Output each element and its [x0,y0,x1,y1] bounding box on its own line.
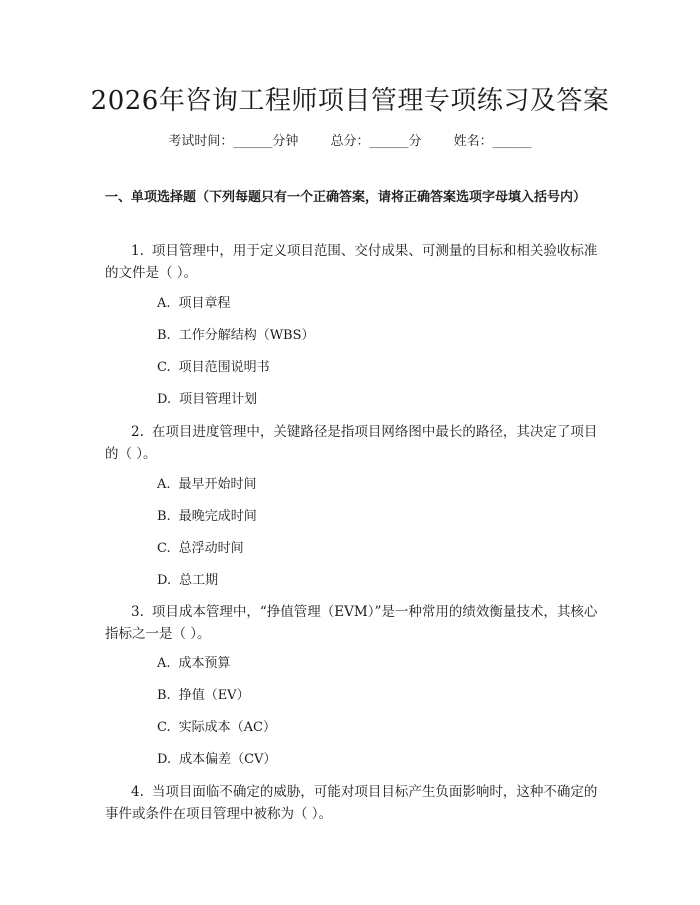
option-text: 最晚完成时间 [178,509,257,524]
option-letter: A. [157,656,171,671]
option-text: 实际成本（AC） [178,720,276,735]
question-number: 4. [131,784,144,800]
option-letter: A. [157,477,171,492]
option-item [157,686,250,706]
option-letter: B. [157,328,171,343]
option-item [157,475,257,495]
question-text: 当项目面临不确定的威胁，可能对项目目标产生负面影响时，这种不确定的事件或条件在项目管理中被称为（ ）。 [105,784,598,822]
option-item [157,571,218,591]
option-text: 项目范围说明书 [178,360,270,375]
option-item [157,294,231,314]
question-3 [105,601,605,645]
section-heading: 一、单项选择题（下列每题只有一个正确答案，请将正确答案选项字母填入括号内） [105,190,587,205]
question-number: 3. [131,604,144,620]
option-letter: A. [157,296,171,311]
question-text: 在项目进度管理中，关键路径是指项目网络图中最长的路径，其决定了项目的（ ）。 [105,424,598,462]
option-letter: C. [157,360,171,375]
question-number: 1. [131,243,144,259]
exam-meta [0,130,700,149]
option-text: 工作分解结构（WBS） [178,328,315,343]
question-2 [105,421,605,465]
option-text: 成本预算 [178,656,231,671]
option-letter: D. [157,752,172,767]
option-text: 项目管理计划 [179,392,258,407]
question-text: 项目成本管理中，“挣值管理（EVM）”是一种常用的绩效衡量技术，其核心指标之一是（ ）。 [105,604,598,642]
option-text: 最早开始时间 [178,477,257,492]
option-text: 挣值（EV） [178,688,250,703]
option-letter: C. [157,541,171,556]
option-item [157,750,276,770]
option-text: 总浮动时间 [178,541,244,556]
option-letter: B. [157,688,171,703]
option-letter: B. [157,509,171,524]
option-item [157,654,231,674]
option-text: 成本偏差（CV） [179,752,277,767]
option-item [157,326,315,346]
option-letter: C. [157,720,171,735]
document-title: 2026年咨询工程师项目管理专项练习及答案 [90,86,610,116]
option-item [157,390,257,410]
option-item [157,539,244,559]
option-text: 项目章程 [178,296,231,311]
option-text: 总工期 [179,573,219,588]
option-letter: D. [157,573,172,588]
question-text: 项目管理中，用于定义项目范围、交付成果、可测量的目标和相关验收标准的文件是（ ）。 [105,243,598,281]
option-item [157,718,276,738]
exam-time: 考试时间：______分钟 [168,134,299,149]
question-number: 2. [131,424,144,440]
option-item [157,507,257,527]
option-letter: D. [157,392,172,407]
question-4 [105,781,605,825]
exam-score: 总分：______分 [330,134,422,149]
question-1 [105,240,605,284]
option-item [157,358,270,378]
exam-name: 姓名：______ [453,134,532,149]
